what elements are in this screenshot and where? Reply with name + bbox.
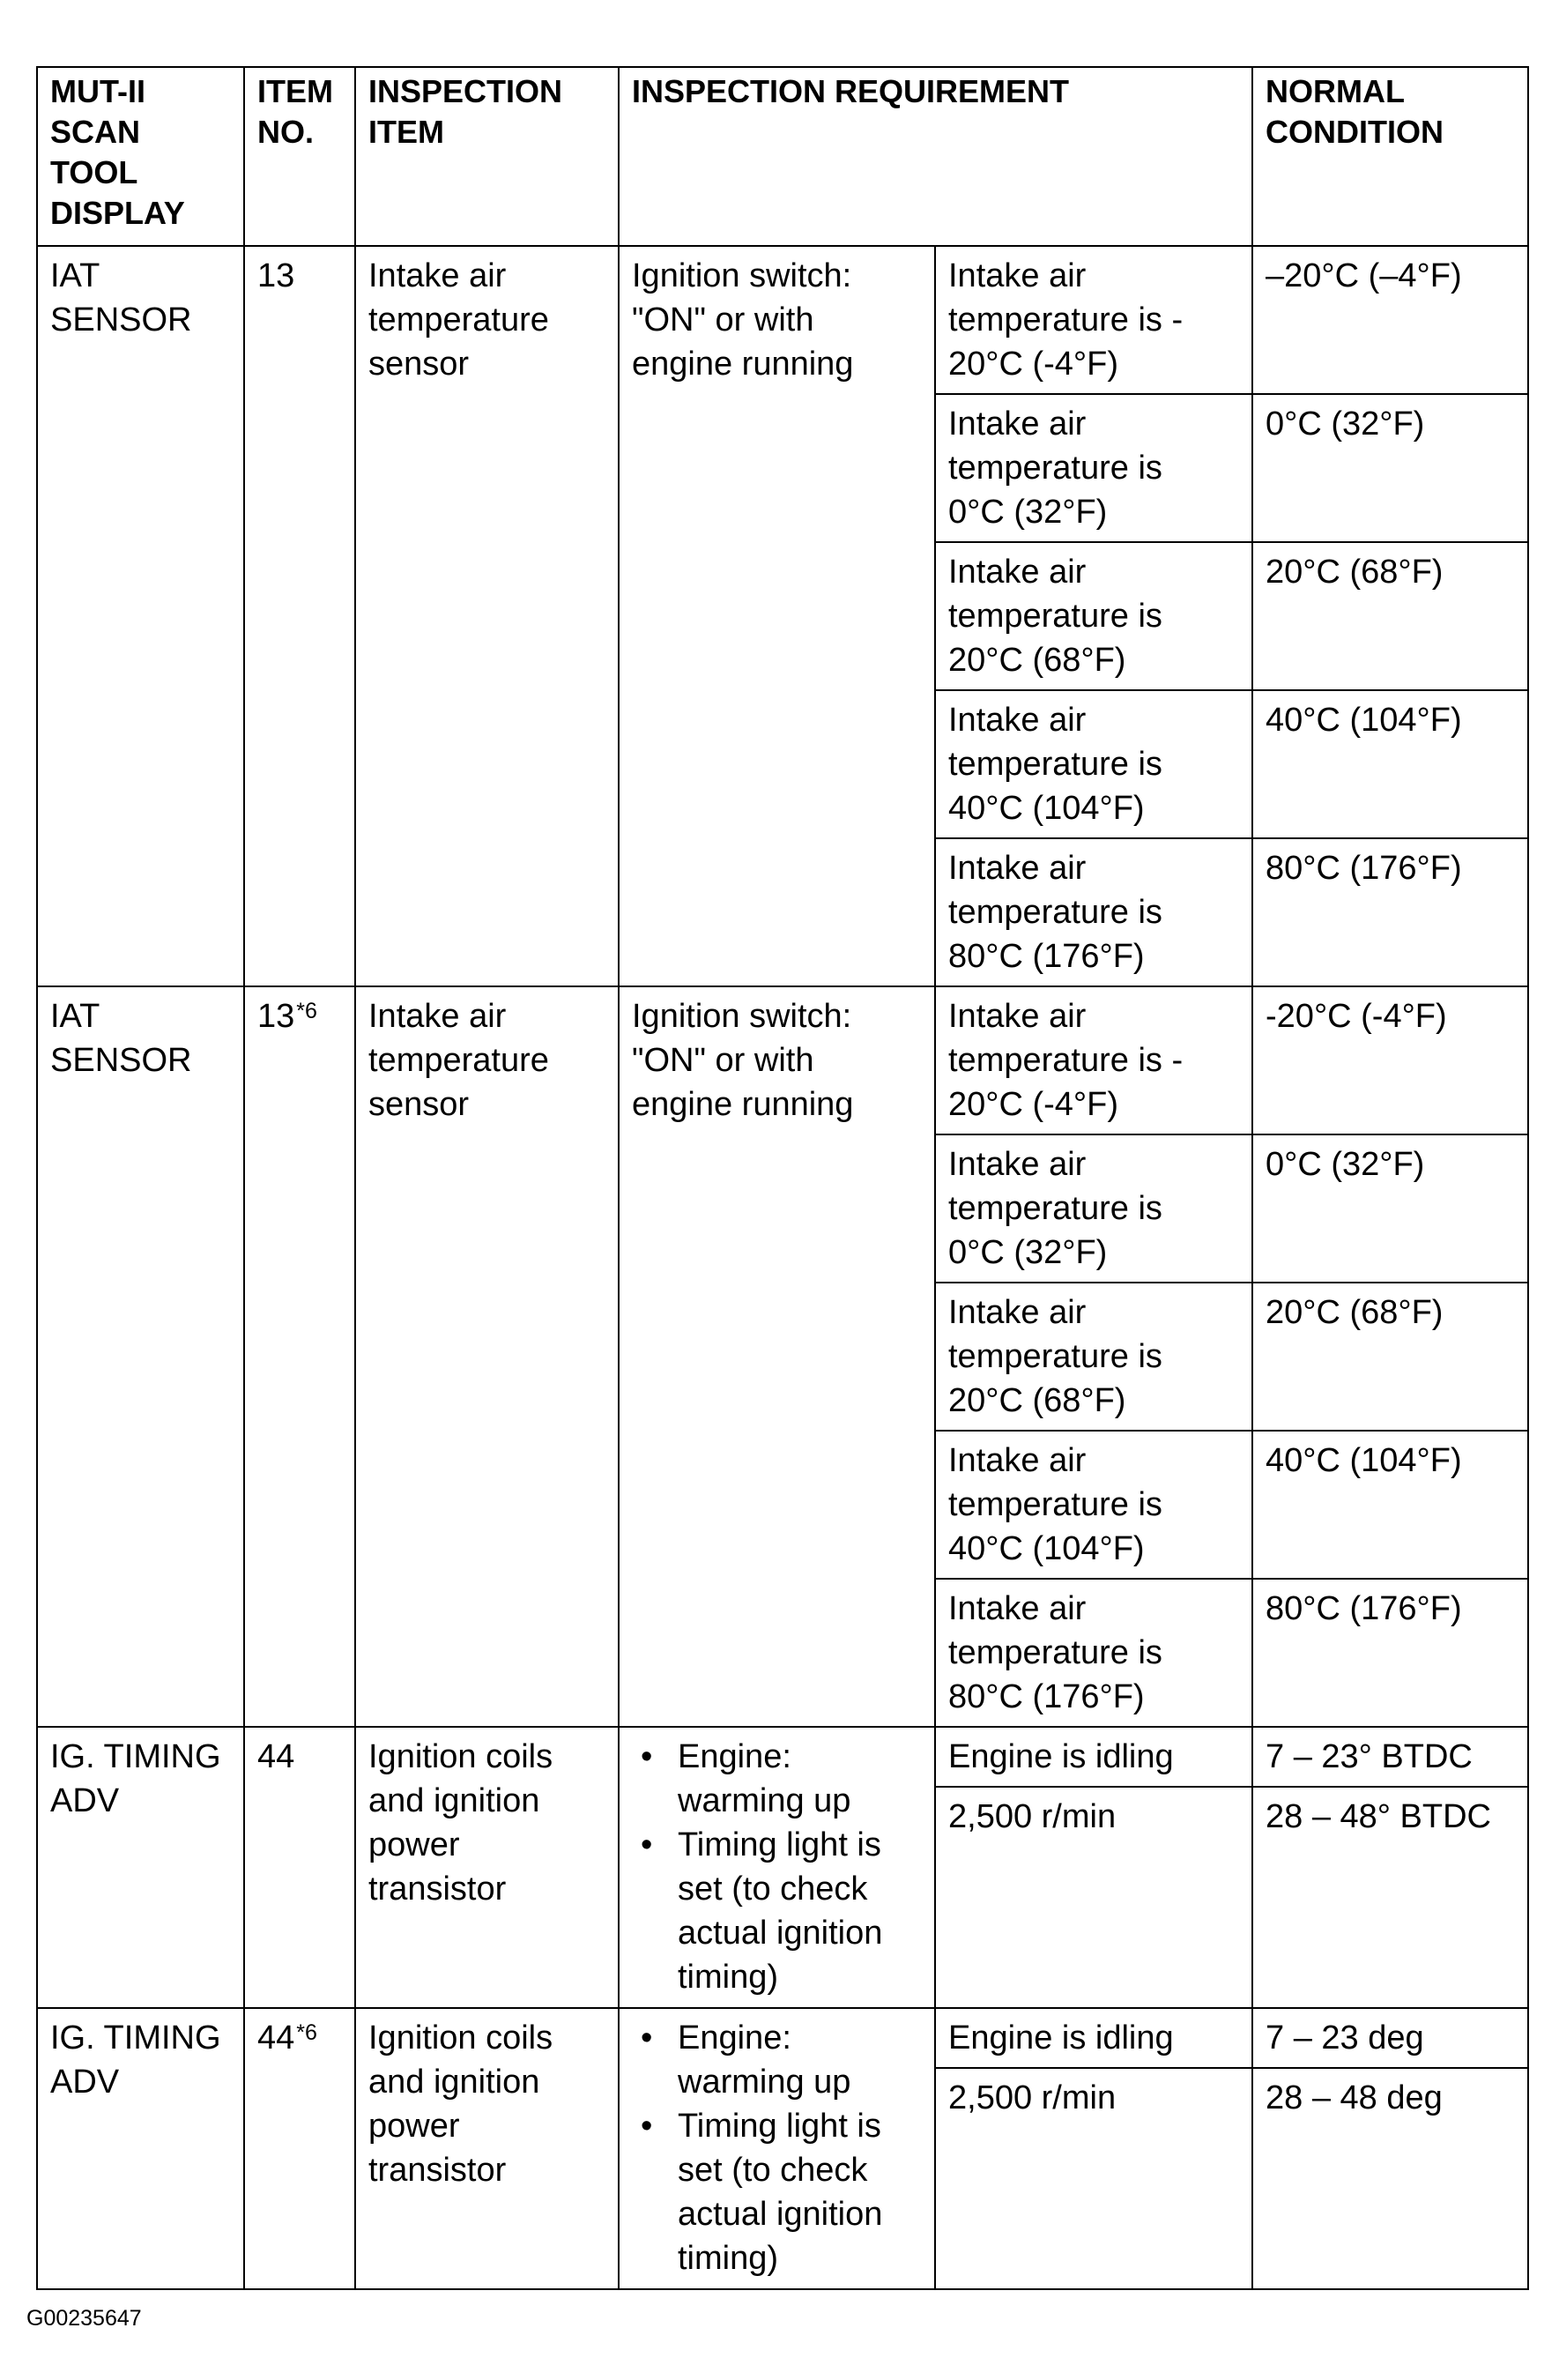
condition-cell: Intake air temperature is 80°C (176°F) — [935, 1579, 1252, 1727]
item-no: 44 — [257, 1738, 295, 1775]
requirement-bullet: • Engine: warming up — [632, 2016, 924, 2104]
condition-cell: 2,500 r/min — [935, 2068, 1252, 2289]
table-row — [37, 246, 1528, 394]
figure-id: G00235647 — [26, 2306, 142, 2331]
condition-cell: Intake air temperature is 80°C (176°F) — [935, 838, 1252, 986]
inspection-item-cell: Intake air temperature sensor — [355, 246, 619, 986]
normal-condition-cell: –20°C (–4°F) — [1252, 246, 1528, 394]
requirement-bullet: • Timing light is set (to check actual ignition timing) — [632, 1823, 924, 1999]
normal-condition-cell: 7 – 23° BTDC — [1252, 1727, 1528, 1787]
normal-condition-cell: 7 – 23 deg — [1252, 2008, 1528, 2068]
header-inspection-item: INSPECTION ITEM — [355, 67, 619, 246]
scan-tool-display-cell: IAT SENSOR — [37, 986, 244, 1727]
condition-cell: Intake air temperature is - 20°C (-4°F) — [935, 986, 1252, 1134]
table-row — [37, 1727, 1528, 1787]
condition-cell: 2,500 r/min — [935, 1787, 1252, 2008]
normal-condition-cell: 0°C (32°F) — [1252, 394, 1528, 542]
inspection-item-cell: Ignition coils and ignition power transistor — [355, 1727, 619, 2008]
header-scan-tool-display: MUT-II SCAN TOOL DISPLAY — [37, 67, 244, 246]
header-item-no: ITEM NO. — [244, 67, 355, 246]
requirement-cell: Ignition switch: "ON" or with engine running — [619, 986, 935, 1727]
inspection-item-cell: Ignition coils and ignition power transistor — [355, 2008, 619, 2289]
requirement-bullet: • Timing light is set (to check actual ignition timing) — [632, 2104, 924, 2280]
requirement-cell: Ignition switch: "ON" or with engine running — [619, 246, 935, 986]
group-iat-sensor-13-6 — [37, 986, 1528, 1727]
condition-cell: Intake air temperature is 0°C (32°F) — [935, 394, 1252, 542]
group-iat-sensor-13 — [37, 246, 1528, 986]
item-no: 13 — [257, 998, 295, 1035]
condition-cell: Intake air temperature is 40°C (104°F) — [935, 690, 1252, 838]
normal-condition-cell: -20°C (-4°F) — [1252, 986, 1528, 1134]
requirement-bullet: • Engine: warming up — [632, 1735, 924, 1823]
item-no: 13 — [257, 257, 295, 294]
footnote-marker: *6 — [296, 999, 317, 1023]
condition-cell: Intake air temperature is 0°C (32°F) — [935, 1134, 1252, 1283]
item-no-cell — [244, 1727, 355, 2008]
header-inspection-requirement: INSPECTION REQUIREMENT — [619, 67, 1252, 246]
requirement-cell — [619, 1727, 935, 2008]
scan-tool-display-cell: IG. TIMING ADV — [37, 1727, 244, 2008]
item-no-cell — [244, 2008, 355, 2289]
normal-condition-cell: 40°C (104°F) — [1252, 1431, 1528, 1579]
item-no-cell — [244, 246, 355, 986]
footnote-marker: *6 — [296, 2020, 317, 2045]
item-no-cell — [244, 986, 355, 1727]
requirement-list — [632, 1735, 924, 1999]
scan-tool-display-cell: IAT SENSOR — [37, 246, 244, 986]
item-no: 44 — [257, 2019, 295, 2056]
group-ig-timing-44 — [37, 1727, 1528, 2008]
normal-condition-cell: 28 – 48° BTDC — [1252, 1787, 1528, 2008]
requirement-list — [632, 2016, 924, 2280]
condition-cell: Engine is idling — [935, 2008, 1252, 2068]
table-row — [37, 986, 1528, 1134]
condition-cell: Intake air temperature is - 20°C (-4°F) — [935, 246, 1252, 394]
condition-cell: Engine is idling — [935, 1727, 1252, 1787]
header-normal-condition: NORMAL CONDITION — [1252, 67, 1528, 246]
header-row — [37, 67, 1528, 246]
normal-condition-cell: 0°C (32°F) — [1252, 1134, 1528, 1283]
condition-cell: Intake air temperature is 20°C (68°F) — [935, 1283, 1252, 1431]
normal-condition-cell: 28 – 48 deg — [1252, 2068, 1528, 2289]
normal-condition-cell: 80°C (176°F) — [1252, 1579, 1528, 1727]
normal-condition-cell: 80°C (176°F) — [1252, 838, 1528, 986]
inspection-item-cell: Intake air temperature sensor — [355, 986, 619, 1727]
condition-cell: Intake air temperature is 40°C (104°F) — [935, 1431, 1252, 1579]
scan-tool-display-cell: IG. TIMING ADV — [37, 2008, 244, 2289]
normal-condition-cell: 20°C (68°F) — [1252, 1283, 1528, 1431]
group-ig-timing-44-6 — [37, 2008, 1528, 2289]
normal-condition-cell: 40°C (104°F) — [1252, 690, 1528, 838]
requirement-cell — [619, 2008, 935, 2289]
inspection-table — [36, 66, 1529, 2290]
condition-cell: Intake air temperature is 20°C (68°F) — [935, 542, 1252, 690]
table-row — [37, 2008, 1528, 2068]
normal-condition-cell: 20°C (68°F) — [1252, 542, 1528, 690]
